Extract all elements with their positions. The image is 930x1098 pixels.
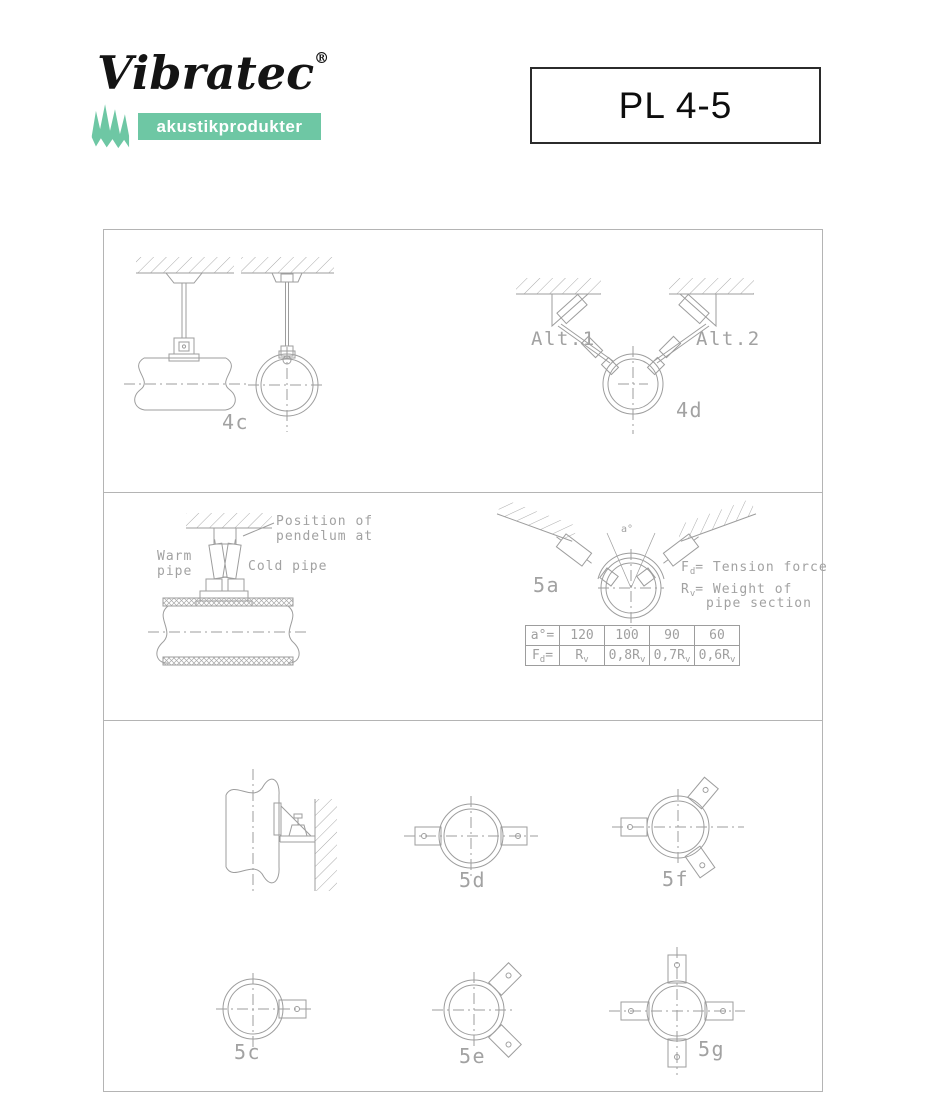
label-position-line1: Position of [276, 514, 374, 529]
label-4d: 4d [676, 398, 704, 422]
force-table-force-value: $0,6R_v$ [695, 646, 740, 666]
label-alt2: Alt.2 [696, 328, 761, 350]
label-warm-line2: pipe [157, 564, 193, 579]
drawing-4c-front-view [241, 257, 334, 432]
force-table-angle-value: 90 [650, 626, 695, 646]
document-code-box [530, 67, 821, 144]
force-table [525, 625, 740, 666]
force-table-force-value: $0,7R_v$ [650, 646, 695, 666]
legend-weight-line1: $R_v=$ Weight of [681, 582, 793, 599]
force-table-force-value: $R_v$ [560, 646, 605, 666]
force-table-angle-value: 100 [605, 626, 650, 646]
document-code: PL 4-5 [618, 84, 733, 126]
force-table-force-value: $0,8R_v$ [605, 646, 650, 666]
label-5a: 5a [533, 573, 561, 597]
legend-weight-line2: pipe section [706, 596, 812, 611]
registered-mark: ® [314, 49, 330, 67]
force-table-angle-value: 60 [695, 626, 740, 646]
label-4c: 4c [222, 410, 250, 434]
drawing-4d [516, 278, 754, 434]
label-5e: 5e [459, 1044, 487, 1068]
label-5f: 5f [662, 867, 690, 891]
brand-tagline-banner [138, 113, 321, 140]
label-5c: 5c [234, 1040, 262, 1064]
vibratec-logo [85, 46, 345, 155]
force-table-angle-label: a°= [526, 626, 560, 646]
drawing-5d [404, 796, 538, 879]
force-table-angle-value: 120 [560, 626, 605, 646]
label-angle-a: a° [621, 524, 634, 535]
panel-hangers-4c-4d [103, 229, 823, 493]
label-5d: 5d [459, 868, 487, 892]
brand-tagline: akustikprodukter [156, 116, 303, 136]
drawing-top-panel [104, 230, 822, 492]
label-5g: 5g [698, 1037, 726, 1061]
drawing-bottom-panel [104, 721, 822, 1091]
label-alt1: Alt.1 [531, 328, 596, 350]
drawing-5c [216, 973, 312, 1047]
label-position-line2: pendelum at [276, 529, 374, 544]
brand-name: Vibratec® [97, 46, 330, 100]
label-cold-pipe: Cold pipe [248, 559, 328, 574]
drawing-5f [612, 777, 744, 878]
drawing-wall-bracket [226, 769, 337, 893]
drawing-4c-side-view [124, 257, 246, 410]
logo-zigzag-icon [85, 101, 140, 149]
label-warm-line1: Warm [157, 549, 193, 564]
force-table-force-label: $F_d=$ [526, 646, 560, 666]
legend-tension-force: $F_d=$ Tension force [681, 560, 828, 577]
